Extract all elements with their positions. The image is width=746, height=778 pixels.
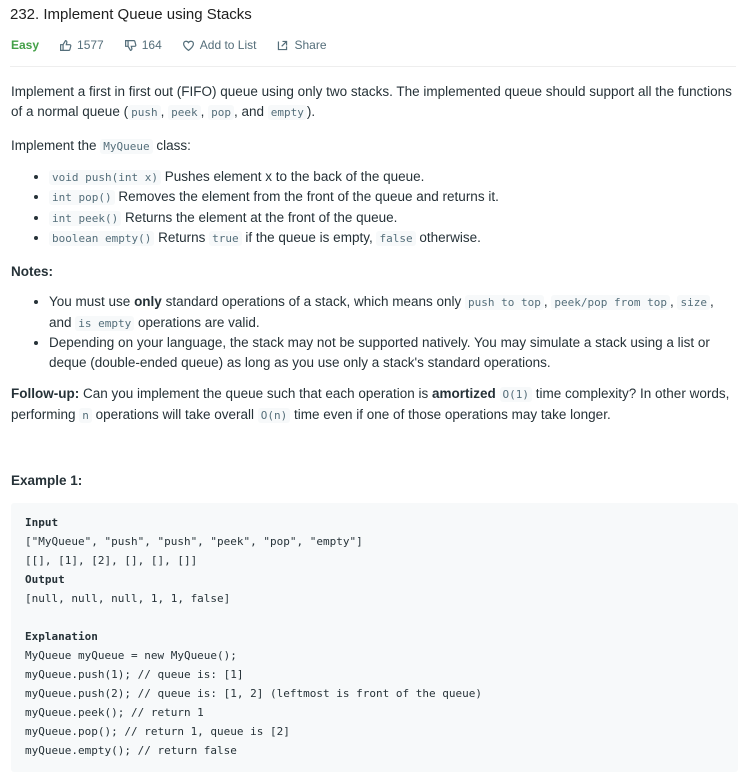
inline-code: true [209,231,242,246]
inline-code: MyQueue [100,139,152,154]
inline-code: push [128,105,161,120]
inline-code: false [376,231,415,246]
add-to-list-button[interactable] [182,38,257,52]
header-divider [10,66,736,67]
explanation-line: MyQueue myQueue = new MyQueue(); [25,648,237,662]
inline-code: void push(int x) [49,170,161,185]
output-label: Output [25,572,65,586]
heart-icon [182,39,195,52]
input-arguments: [[], [1], [2], [], [], []] [25,553,198,567]
api-list [11,167,738,249]
inline-code: size [677,295,710,310]
inline-code: pop [208,105,234,120]
inline-code: int peek() [49,211,121,226]
like-button[interactable] [59,38,104,52]
class-intro-paragraph: Implement the MyQueue class: [11,138,191,153]
explanation-line: myQueue.empty(); // return false [25,743,237,757]
example-title: Example 1: [11,473,83,488]
inline-code: peek [168,105,201,120]
inline-code: push to top [465,295,544,310]
inline-code: is empty [75,316,134,331]
inline-code: O(n) [258,408,291,423]
share-icon [276,39,289,52]
problem-content [11,82,738,772]
inline-code: O(1) [500,387,533,402]
problem-meta-bar [11,36,347,54]
notes-list [11,292,738,372]
emphasis-text: only [134,294,162,309]
explanation-line: myQueue.peek(); // return 1 [25,705,204,719]
explanation-label: Explanation [25,629,98,643]
explanation-line: myQueue.push(1); // queue is: [1] [25,667,244,681]
inline-code: int pop() [49,190,115,205]
output-value: [null, null, null, 1, 1, false] [25,591,231,605]
emphasis-text: amortized [431,386,496,401]
list-item: • boolean empty() Returns true if the queue is empty, false otherwise. [49,228,738,249]
notes-heading: Notes: [11,263,54,279]
share-button[interactable] [276,38,326,52]
description-paragraph: Implement a first in first out (FIFO) queue using only two stacks. The implemented queue should support all the functions of a normal queue ( push , peek , pop , and empty ). [11,84,732,119]
list-item: • Depending on your language, the stack may not be supported natively. You may simulate a stack using a list or deque (double-ended queue) as long as you use only a stack's standard operations. [49,333,738,372]
inline-code: n [79,408,92,423]
input-label: Input [25,515,59,529]
explanation-line: myQueue.push(2); // queue is: [1, 2] (leftmost is front of the queue) [25,686,482,700]
inline-code: empty [268,105,307,120]
add-to-list-label: Add to List [199,38,257,52]
thumbs-down-icon [124,39,137,52]
inline-code: boolean empty() [49,231,154,246]
explanation-line: myQueue.pop(); // return 1, queue is [2] [25,724,290,738]
list-item: • int peek() Returns the element at the front of the queue. [49,208,738,229]
dislike-button[interactable] [124,38,162,52]
thumbs-up-icon [59,39,72,52]
input-operations: ["MyQueue", "push", "push", "peek", "pop", "empty"] [25,534,363,548]
difficulty-badge: Easy [11,38,40,52]
list-item: • void push(int x) Pushes element x to the back of the queue. [49,167,738,188]
problem-title: 232. Implement Queue using Stacks [10,6,252,23]
emphasis-text: Follow-up: [11,386,80,401]
inline-code: peek/pop from top [551,295,670,310]
share-label: Share [294,38,327,52]
dislike-count: 164 [141,38,162,52]
follow-up-paragraph: Follow-up: Can you implement the queue such that each operation is amortized O(1) time complexity? In other words, performing n operations will take overall O(n) time even if one of those operations may take longer. [11,386,730,422]
list-item: • int pop() Removes the element from the front of the queue and returns it. [49,187,738,208]
example-block [11,503,738,772]
like-count: 1577 [77,38,104,52]
list-item: • You must use only standard operations of a stack, which means only push to top , peek/pop from top , size , and is empty operations are valid. [49,292,738,333]
